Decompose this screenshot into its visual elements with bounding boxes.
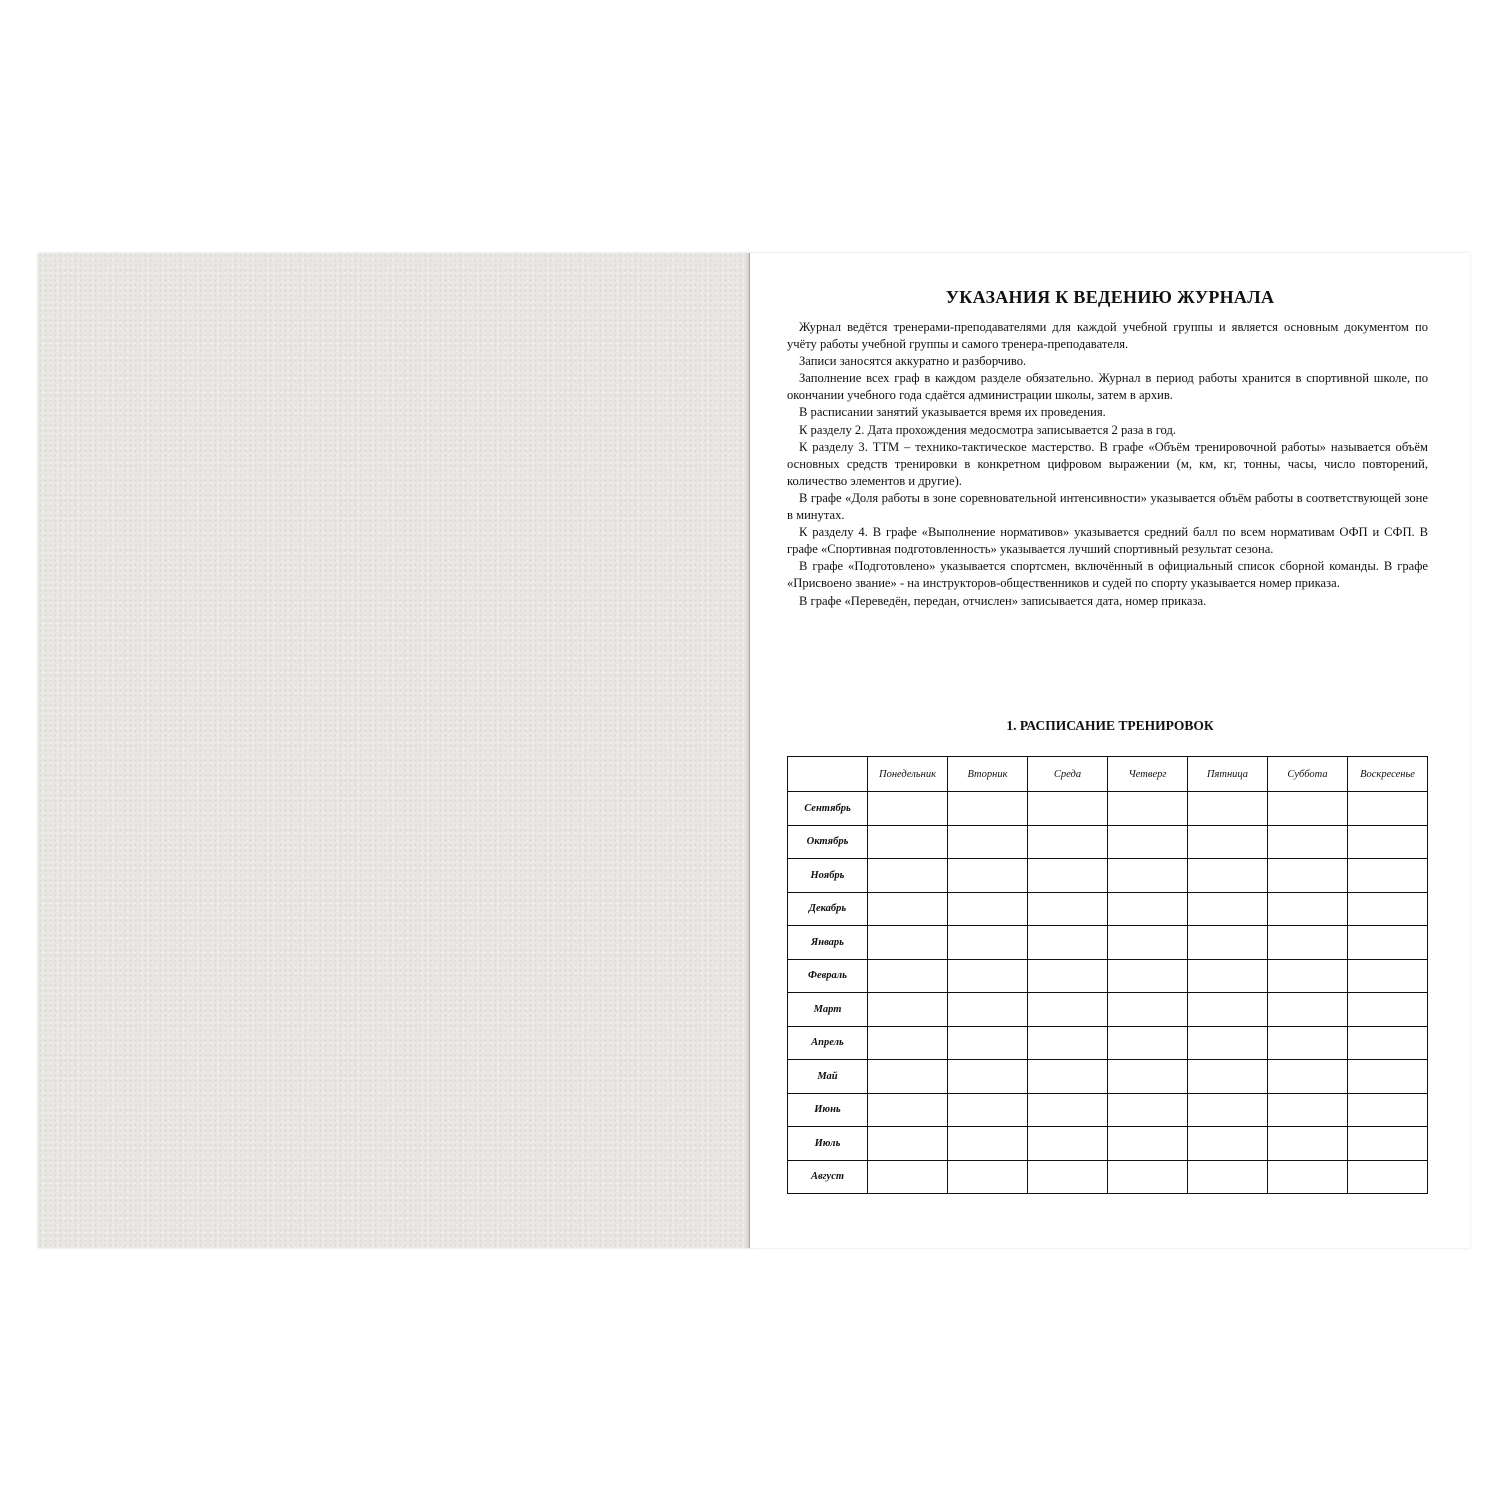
schedule-cell bbox=[1348, 1060, 1428, 1094]
schedule-cell bbox=[1268, 825, 1348, 859]
schedule-cell bbox=[1028, 1127, 1108, 1161]
schedule-cell bbox=[1028, 825, 1108, 859]
schedule-cell bbox=[868, 926, 948, 960]
schedule-cell bbox=[868, 892, 948, 926]
schedule-cell bbox=[1268, 1127, 1348, 1161]
schedule-header-row bbox=[788, 757, 1428, 792]
schedule-cell bbox=[948, 892, 1028, 926]
schedule-cell bbox=[1108, 1127, 1188, 1161]
table-row bbox=[788, 926, 1428, 960]
instruction-paragraph: К разделу 4. В графе «Выполнение нормативов» указывается средний балл по всем нормативам ОФП и СФП. В графе «Спортивная подготовленность» указывается лучший спортивный результат сезона. bbox=[787, 525, 1428, 557]
table-row bbox=[788, 1060, 1428, 1094]
table-row bbox=[788, 1026, 1428, 1060]
schedule-cell bbox=[1188, 1160, 1268, 1194]
schedule-cell bbox=[1348, 926, 1428, 960]
schedule-cell bbox=[1108, 792, 1188, 826]
month-label: Август bbox=[788, 1160, 868, 1194]
schedule-cell bbox=[1028, 859, 1108, 893]
schedule-cell bbox=[1108, 993, 1188, 1027]
schedule-cell bbox=[868, 792, 948, 826]
schedule-cell bbox=[868, 1026, 948, 1060]
instruction-paragraph: К разделу 3. ТТМ – технико-тактическое мастерство. В графе «Объём тренировочной работы» называется объём основных средств тренировки в конкретном цифровом выражении (м, км, кг, тонны, часы, число повторений, количество элементов и другие). bbox=[787, 439, 1428, 488]
day-header: Понедельник bbox=[868, 757, 948, 792]
day-header: Вторник bbox=[948, 757, 1028, 792]
month-label: Ноябрь bbox=[788, 859, 868, 893]
instruction-paragraph: К разделу 2. Дата прохождения медосмотра записывается 2 раза в год. bbox=[799, 422, 1177, 437]
schedule-cell bbox=[948, 825, 1028, 859]
month-label: Март bbox=[788, 993, 868, 1027]
month-label: Май bbox=[788, 1060, 868, 1094]
schedule-cell bbox=[1028, 993, 1108, 1027]
schedule-cell bbox=[868, 1127, 948, 1161]
schedule-cell bbox=[1188, 859, 1268, 893]
schedule-cell bbox=[1188, 1127, 1268, 1161]
instruction-paragraph: Записи заносятся аккуратно и разборчиво. bbox=[799, 354, 1027, 369]
schedule-cell bbox=[1188, 1093, 1268, 1127]
schedule-cell bbox=[1268, 792, 1348, 826]
schedule-cell bbox=[948, 959, 1028, 993]
schedule-cell bbox=[948, 1093, 1028, 1127]
schedule-title: 1. РАСПИСАНИЕ ТРЕНИРОВОК bbox=[1006, 718, 1214, 733]
schedule-cell bbox=[868, 825, 948, 859]
table-row bbox=[788, 959, 1428, 993]
schedule-cell bbox=[1108, 825, 1188, 859]
schedule-cell bbox=[868, 859, 948, 893]
schedule-cell bbox=[1348, 993, 1428, 1027]
schedule-cell bbox=[1108, 1060, 1188, 1094]
schedule-cell bbox=[1188, 892, 1268, 926]
schedule-cell bbox=[1348, 892, 1428, 926]
schedule-cell bbox=[1108, 892, 1188, 926]
month-label: Сентябрь bbox=[788, 792, 868, 826]
schedule-cell bbox=[1348, 959, 1428, 993]
schedule-cell bbox=[1108, 1093, 1188, 1127]
instruction-paragraph: В расписании занятий указывается время их проведения. bbox=[799, 405, 1106, 420]
schedule-cell bbox=[1028, 1093, 1108, 1127]
schedule-cell bbox=[1268, 959, 1348, 993]
instruction-paragraph: В графе «Доля работы в зоне соревновательной интенсивности» указывается объём работы в соответствующей зоне в минутах. bbox=[787, 490, 1428, 523]
schedule-cell bbox=[1188, 792, 1268, 826]
schedule-cell bbox=[948, 859, 1028, 893]
schedule-cell bbox=[868, 1093, 948, 1127]
month-label: Апрель bbox=[788, 1026, 868, 1060]
schedule-cell bbox=[868, 993, 948, 1027]
schedule-cell bbox=[1348, 859, 1428, 893]
schedule-cell bbox=[1268, 1060, 1348, 1094]
schedule-cell bbox=[1108, 926, 1188, 960]
schedule-cell bbox=[1108, 1160, 1188, 1194]
instruction-paragraph: Журнал ведётся тренерами-преподавателями для каждой учебной группы и является основным документом по учёту работы учебной группы и самого тренера-преподавателя. bbox=[787, 320, 1428, 352]
schedule-cell bbox=[1268, 1160, 1348, 1194]
instruction-paragraph: В графе «Переведён, передан, отчислен» записывается дата, номер приказа. bbox=[799, 593, 1207, 608]
page-title: УКАЗАНИЯ К ВЕДЕНИЮ ЖУРНАЛА bbox=[945, 287, 1275, 307]
schedule-table bbox=[787, 756, 1428, 1194]
schedule-cell bbox=[1348, 1160, 1428, 1194]
schedule-cell bbox=[948, 1026, 1028, 1060]
month-label: Январь bbox=[788, 926, 868, 960]
instruction-paragraph: В графе «Подготовлено» указывается спортсмен, включённый в официальный список сборной команды. В графе «Присвоено звание» - на инструкторов-общественников и судей по спорту указывается номер приказа. bbox=[787, 559, 1428, 591]
table-row bbox=[788, 792, 1428, 826]
month-label: Февраль bbox=[788, 959, 868, 993]
schedule-cell bbox=[1348, 792, 1428, 826]
schedule-cell bbox=[1188, 926, 1268, 960]
schedule-cell bbox=[1268, 1026, 1348, 1060]
schedule-cell bbox=[1028, 959, 1108, 993]
table-row bbox=[788, 825, 1428, 859]
day-header: Воскресенье bbox=[1348, 757, 1428, 792]
schedule-body bbox=[788, 792, 1428, 1194]
schedule-cell bbox=[1348, 825, 1428, 859]
day-header: Суббота bbox=[1268, 757, 1348, 792]
instructions-text bbox=[787, 319, 1428, 610]
schedule-cell bbox=[1188, 1060, 1268, 1094]
schedule-cell bbox=[1028, 892, 1108, 926]
month-label: Июнь bbox=[788, 1093, 868, 1127]
schedule-cell bbox=[1268, 892, 1348, 926]
schedule-cell bbox=[1268, 859, 1348, 893]
schedule-cell bbox=[1188, 993, 1268, 1027]
schedule-cell bbox=[1028, 1160, 1108, 1194]
schedule-cell bbox=[1028, 926, 1108, 960]
month-label: Декабрь bbox=[788, 892, 868, 926]
schedule-cell bbox=[1028, 1026, 1108, 1060]
schedule-cell bbox=[1188, 825, 1268, 859]
schedule-cell bbox=[948, 1160, 1028, 1194]
schedule-cell bbox=[868, 959, 948, 993]
schedule-cell bbox=[948, 1060, 1028, 1094]
schedule-cell bbox=[948, 926, 1028, 960]
day-header: Пятница bbox=[1188, 757, 1268, 792]
schedule-cell bbox=[1028, 792, 1108, 826]
table-row bbox=[788, 892, 1428, 926]
table-row bbox=[788, 859, 1428, 893]
right-page bbox=[750, 253, 1470, 1248]
journal-spread bbox=[38, 253, 1470, 1248]
month-label: Июль bbox=[788, 1127, 868, 1161]
left-page-cover bbox=[38, 253, 752, 1248]
schedule-cell bbox=[1348, 1093, 1428, 1127]
schedule-cell bbox=[1108, 1026, 1188, 1060]
table-row bbox=[788, 1093, 1428, 1127]
schedule-cell bbox=[948, 993, 1028, 1027]
schedule-cell bbox=[868, 1060, 948, 1094]
schedule-cell bbox=[1108, 859, 1188, 893]
corner-cell bbox=[788, 757, 868, 792]
schedule-cell bbox=[948, 792, 1028, 826]
schedule-cell bbox=[1268, 926, 1348, 960]
schedule-cell bbox=[1348, 1026, 1428, 1060]
schedule-cell bbox=[1268, 993, 1348, 1027]
schedule-cell bbox=[1348, 1127, 1428, 1161]
month-label: Октябрь bbox=[788, 825, 868, 859]
table-row bbox=[788, 1127, 1428, 1161]
schedule-cell bbox=[1188, 1026, 1268, 1060]
schedule-cell bbox=[1188, 959, 1268, 993]
day-header: Четверг bbox=[1108, 757, 1188, 792]
schedule-cell bbox=[1108, 959, 1188, 993]
table-row bbox=[788, 1160, 1428, 1194]
table-row bbox=[788, 993, 1428, 1027]
schedule-cell bbox=[868, 1160, 948, 1194]
schedule-cell bbox=[1268, 1093, 1348, 1127]
instruction-paragraph: Заполнение всех граф в каждом разделе обязательно. Журнал в период работы хранится в спортивной школе, по окончании учебного года сдаётся администрации школы, затем в архив. bbox=[787, 371, 1428, 403]
day-header: Среда bbox=[1028, 757, 1108, 792]
schedule-cell bbox=[948, 1127, 1028, 1161]
schedule-cell bbox=[1028, 1060, 1108, 1094]
